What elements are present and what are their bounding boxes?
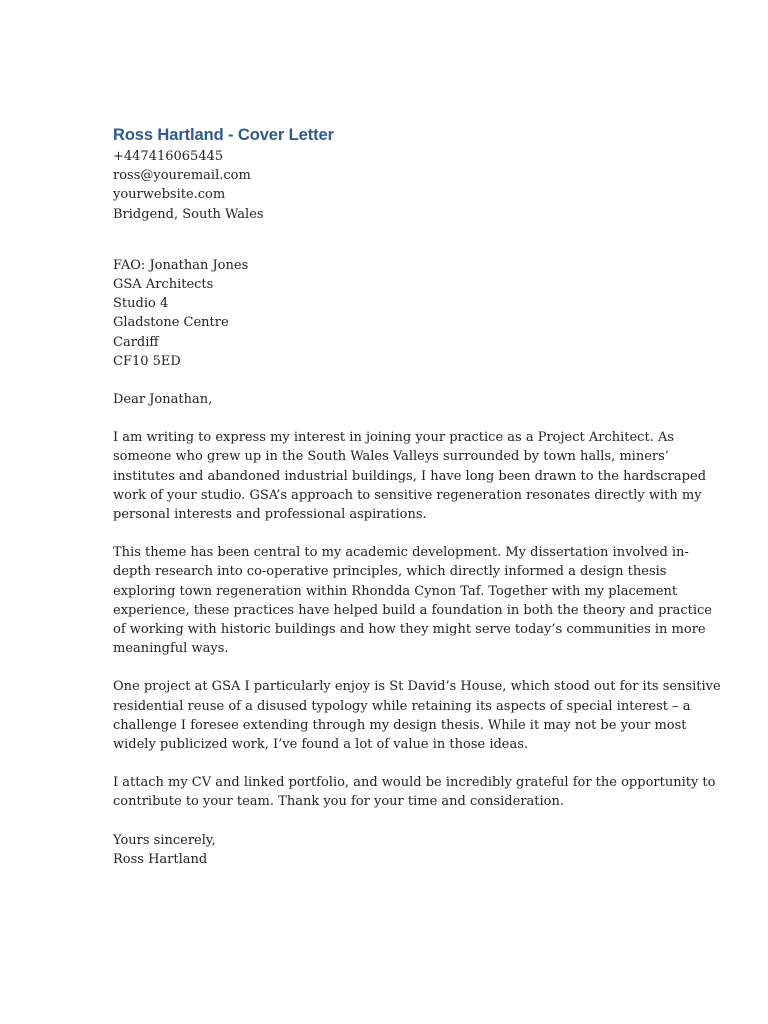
closing-block bbox=[113, 831, 653, 869]
letter-content bbox=[113, 124, 721, 869]
salutation: Dear Jonathan, bbox=[113, 392, 213, 408]
closing: Yours sincerely, bbox=[113, 832, 216, 848]
contact-email: ross@youremail.com bbox=[113, 168, 251, 184]
paragraph-line: depth research into co-operative principles, which directly informed a design thesis bbox=[113, 564, 667, 580]
paragraph-line: someone who grew up in the South Wales Valleys surrounded by town halls, miners’ bbox=[113, 449, 669, 465]
paragraph-line: This theme has been central to my academic development. My dissertation involved in- bbox=[113, 545, 689, 561]
spacer bbox=[113, 224, 653, 256]
paragraph-3 bbox=[113, 677, 721, 754]
spacer bbox=[113, 754, 653, 773]
recipient-company: GSA Architects bbox=[113, 277, 214, 293]
contact-phone: +447416065445 bbox=[113, 149, 224, 164]
paragraph-line: I am writing to express my interest in joining your practice as a Project Architect. As bbox=[113, 430, 675, 446]
paragraph-1 bbox=[113, 428, 707, 524]
recipient-postcode: CF10 5ED bbox=[113, 353, 181, 369]
paragraph-line: exploring town regeneration within Rhondda Cynon Taf. Together with my placement bbox=[113, 583, 678, 599]
paragraph-line: institutes and abandoned industrial buildings, I have long been drawn to the hardscraped bbox=[113, 468, 707, 484]
signature: Ross Hartland bbox=[113, 851, 208, 867]
recipient-city: Cardiff bbox=[113, 334, 159, 350]
paragraph-line: residential reuse of a disused typology while retaining its aspects of special interest – a bbox=[113, 698, 691, 714]
paragraph-line: One project at GSA I particularly enjoy is St David’s House, which stood out for its sensitive bbox=[113, 679, 721, 695]
recipient-address-line1: Studio 4 bbox=[113, 296, 169, 312]
paragraph-line: challenge I foresee extending through my design thesis. While it may not be your most bbox=[113, 717, 687, 733]
spacer bbox=[113, 409, 653, 428]
paragraph-line: personal interests and professional aspirations. bbox=[113, 507, 427, 523]
paragraph-line: experience, these practices have helped build a foundation in both the theory and practice bbox=[113, 602, 713, 618]
document-title: Ross Hartland - Cover Letter bbox=[113, 126, 334, 144]
spacer bbox=[113, 371, 653, 390]
paragraph-line: I attach my CV and linked portfolio, and would be incredibly grateful for the opportunity to bbox=[113, 775, 716, 791]
contact-website: yourwebsite.com bbox=[113, 187, 226, 203]
paragraph-2 bbox=[113, 543, 713, 658]
paragraph-4 bbox=[113, 773, 716, 811]
spacer bbox=[113, 524, 653, 543]
spacer bbox=[113, 658, 653, 677]
recipient-block bbox=[113, 256, 653, 371]
paragraph-line: contribute to your team. Thank you for your time and consideration. bbox=[113, 794, 564, 810]
paragraph-line: meaningful ways. bbox=[113, 641, 229, 657]
paragraph-line: work of your studio. GSA’s approach to sensitive regeneration resonates directly with my bbox=[113, 487, 702, 503]
paragraph-line: widely publicized work, I’ve found a lot of value in those ideas. bbox=[113, 737, 529, 753]
recipient-address-line2: Gladstone Centre bbox=[113, 315, 229, 331]
contact-location: Bridgend, South Wales bbox=[113, 206, 264, 222]
spacer bbox=[113, 812, 653, 831]
paragraph-line: of working with historic buildings and how they might serve today’s communities in more bbox=[113, 622, 706, 638]
contact-block bbox=[113, 147, 653, 224]
recipient-fao: FAO: Jonathan Jones bbox=[113, 257, 249, 273]
